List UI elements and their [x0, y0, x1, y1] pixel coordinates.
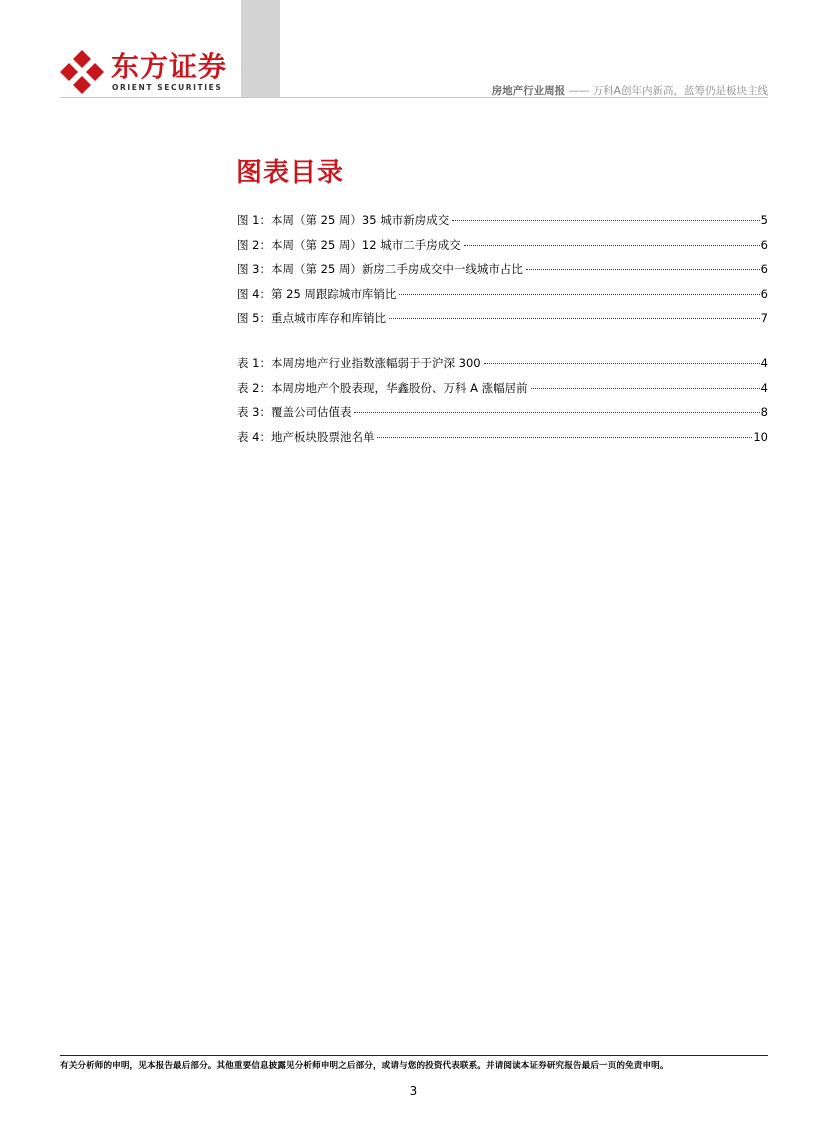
toc-leader-dots	[484, 363, 760, 364]
header-divider	[60, 97, 768, 98]
report-type: 房地产行业周报	[491, 85, 566, 97]
toc-entry-label: 图 2：本周（第 25 周）12 城市二手房成交	[237, 237, 461, 252]
company-logo	[58, 48, 228, 96]
toc-entry-page: 5	[760, 213, 768, 227]
toc-entry-table-1[interactable]	[237, 355, 768, 380]
toc-entry-page: 10	[753, 429, 768, 444]
report-header-title	[492, 85, 768, 97]
toc-entry-figure-3[interactable]	[237, 261, 768, 286]
header-accent-bar	[241, 0, 280, 98]
toc-entry-page: 4	[760, 356, 768, 370]
toc-entry-label: 表 2：本周房地产个股表现，华鑫股份、万科 A 涨幅居前	[237, 380, 528, 395]
toc-entry-table-2[interactable]	[237, 380, 768, 405]
toc-entry-figure-4[interactable]	[237, 286, 768, 311]
toc-entry-figure-2[interactable]	[237, 237, 768, 262]
footer-divider	[60, 1055, 768, 1056]
logo-mark-icon	[58, 48, 106, 96]
toc-entry-label: 表 1：本周房地产行业指数涨幅弱于于沪深 300	[237, 356, 481, 370]
toc-entry-table-4[interactable]	[237, 429, 768, 454]
toc-entry-page: 7	[760, 311, 768, 325]
toc-leader-dots	[526, 269, 760, 270]
figure-list	[237, 212, 768, 335]
toc-entry-page: 4	[760, 380, 768, 395]
header-separator: ——	[568, 85, 590, 97]
company-name-cn: 东方证券	[111, 50, 228, 83]
toc-entry-page: 6	[760, 286, 768, 301]
toc-leader-dots	[389, 318, 760, 319]
toc-entry-label: 图 3：本周（第 25 周）新房二手房成交中一线城市占比	[237, 262, 523, 276]
toc-title: 图表目录	[236, 158, 345, 188]
toc-entry-page: 8	[760, 405, 768, 419]
toc-entry-table-3[interactable]	[237, 404, 768, 429]
toc-leader-dots	[464, 245, 760, 246]
toc-entry-label: 表 4：地产板块股票池名单	[237, 429, 375, 444]
toc-entry-label: 图 5：重点城市库存和库销比	[237, 311, 386, 325]
toc-leader-dots	[377, 437, 752, 438]
toc-entry-page: 6	[760, 262, 768, 276]
toc-entry-page: 6	[760, 237, 768, 252]
company-name-en: ORIENT SECURITIES	[112, 83, 223, 92]
toc-leader-dots	[452, 220, 759, 221]
table-list	[237, 355, 768, 453]
toc-entry-figure-5[interactable]	[237, 310, 768, 335]
toc-entry-label: 表 3：覆盖公司估值表	[237, 405, 352, 419]
report-subtitle: 万科A创年内新高，蓝筹仍是板块主线	[592, 85, 768, 97]
toc-entry-label: 图 4：第 25 周跟踪城市库销比	[237, 286, 397, 301]
footer-disclaimer: 有关分析师的申明，见本报告最后部分。其他重要信息披露见分析师申明之后部分，或请与您的投资代表联系。并请阅读本证券研究报告最后一页的免责申明。	[60, 1061, 669, 1071]
page-number: 3	[409, 1084, 418, 1098]
toc-entry-figure-1[interactable]	[237, 212, 768, 237]
toc-leader-dots	[354, 412, 759, 413]
toc-leader-dots	[531, 388, 760, 389]
toc-entry-label: 图 1：本周（第 25 周）35 城市新房成交	[237, 213, 450, 227]
toc-leader-dots	[399, 294, 759, 295]
